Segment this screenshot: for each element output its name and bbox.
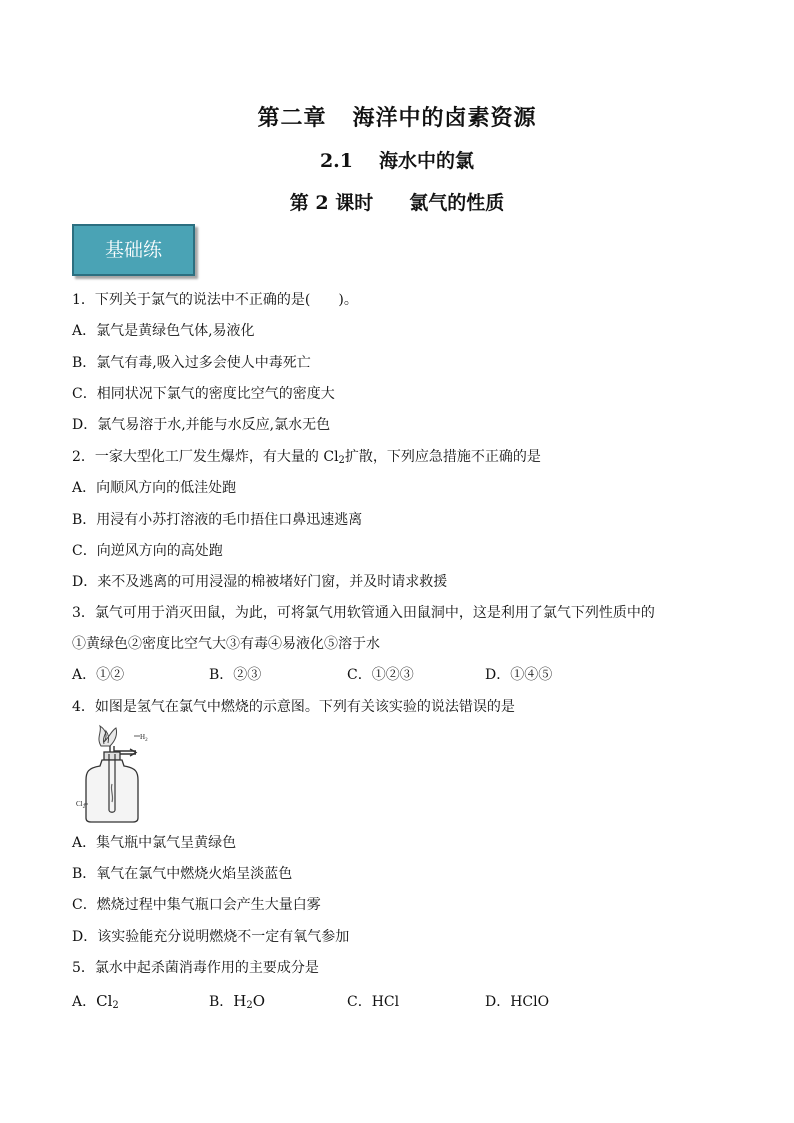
q5-option-b: B．$H_2O$ — [209, 992, 266, 1011]
q3-option-c: C．①②③ — [347, 667, 414, 683]
q3-option-d: D．①④⑤ — [485, 667, 553, 683]
q2-option-c: C．向逆风方向的高处跑 — [72, 543, 223, 559]
q2-option-b: B．用浸有小苏打溶液的毛巾捂住口鼻迅速逃离 — [72, 512, 363, 528]
cl2-label: $Cl_2$ — [76, 800, 86, 810]
q4-option-d: D．该实验能充分说明燃烧不一定有氧气参加 — [72, 929, 350, 945]
chapter-label: 第二章 — [257, 105, 327, 131]
q2-option-a: A．向顺风方向的低洼处跑 — [72, 480, 237, 496]
q5-option-c: C．HCl — [347, 994, 400, 1010]
q3-properties: ①黄绿色②密度比空气大③有毒④易液化⑤溶于水 — [72, 636, 380, 652]
q1-option-b: B．氯气有毒,吸入过多会使人中毒死亡 — [72, 355, 311, 371]
q5-stem: 5．氯水中起杀菌消毒作用的主要成分是 — [72, 960, 319, 976]
q4-option-c: C．燃烧过程中集气瓶口会产生大量白雾 — [72, 897, 321, 913]
section-name: 海水中的氯 — [379, 150, 475, 172]
flame-icon — [99, 726, 117, 746]
q3-option-b: B．②③ — [209, 667, 262, 683]
lesson-title — [0, 188, 794, 215]
banner-label: 基础练 — [104, 239, 162, 261]
section-title — [0, 146, 794, 173]
q2-stem — [72, 446, 541, 466]
lesson-name: 氯气的性质 — [409, 192, 505, 214]
chapter-name: 海洋中的卤素资源 — [352, 105, 537, 131]
q1-stem: 1．下列关于氯气的说法中不正确的是( )。 — [72, 292, 358, 308]
q4-stem: 4．如图是氢气在氯气中燃烧的示意图。下列有关该实验的说法错误的是 — [72, 699, 515, 715]
q3-stem: 3．氯气可用于消灭田鼠，为此，可将氯气用软管通入田鼠洞中，这是利用了氯气下列性质中的 — [72, 605, 655, 621]
q2-stem-after: 扩散，下列应急措施不正确的是 — [344, 449, 541, 465]
gas-bottle-figure — [74, 724, 164, 824]
q3-option-a: A．①② — [72, 667, 125, 683]
lesson-number: 第 2 课时 — [289, 192, 374, 214]
section-number: 2.1 — [319, 150, 354, 172]
q5-option-a: A．$Cl_2$ — [72, 992, 119, 1011]
q4-option-a: A．集气瓶中氯气呈黄绿色 — [72, 835, 237, 851]
q5-option-d: D．HClO — [485, 994, 550, 1010]
q2-stem-before: 2．一家大型化工厂发生爆炸，有大量的 Cl — [72, 449, 339, 465]
chapter-title — [0, 101, 794, 132]
q1-option-a: A．氯气是黄绿色气体,易液化 — [72, 323, 255, 339]
q4-option-b: B．氧气在氯气中燃烧火焰呈淡蓝色 — [72, 866, 293, 882]
q1-option-d: D．氯气易溶于水,并能与水反应,氯水无色 — [72, 417, 331, 433]
q2-option-d: D．来不及逃离的可用浸湿的棉被堵好门窗，并及时请求救援 — [72, 574, 448, 590]
q1-option-c: C．相同状况下氯气的密度比空气的密度大 — [72, 386, 335, 402]
practice-banner — [72, 224, 195, 276]
h2-label: $H_2$ — [140, 733, 148, 743]
q2-stem-sub: 2 — [338, 455, 345, 466]
